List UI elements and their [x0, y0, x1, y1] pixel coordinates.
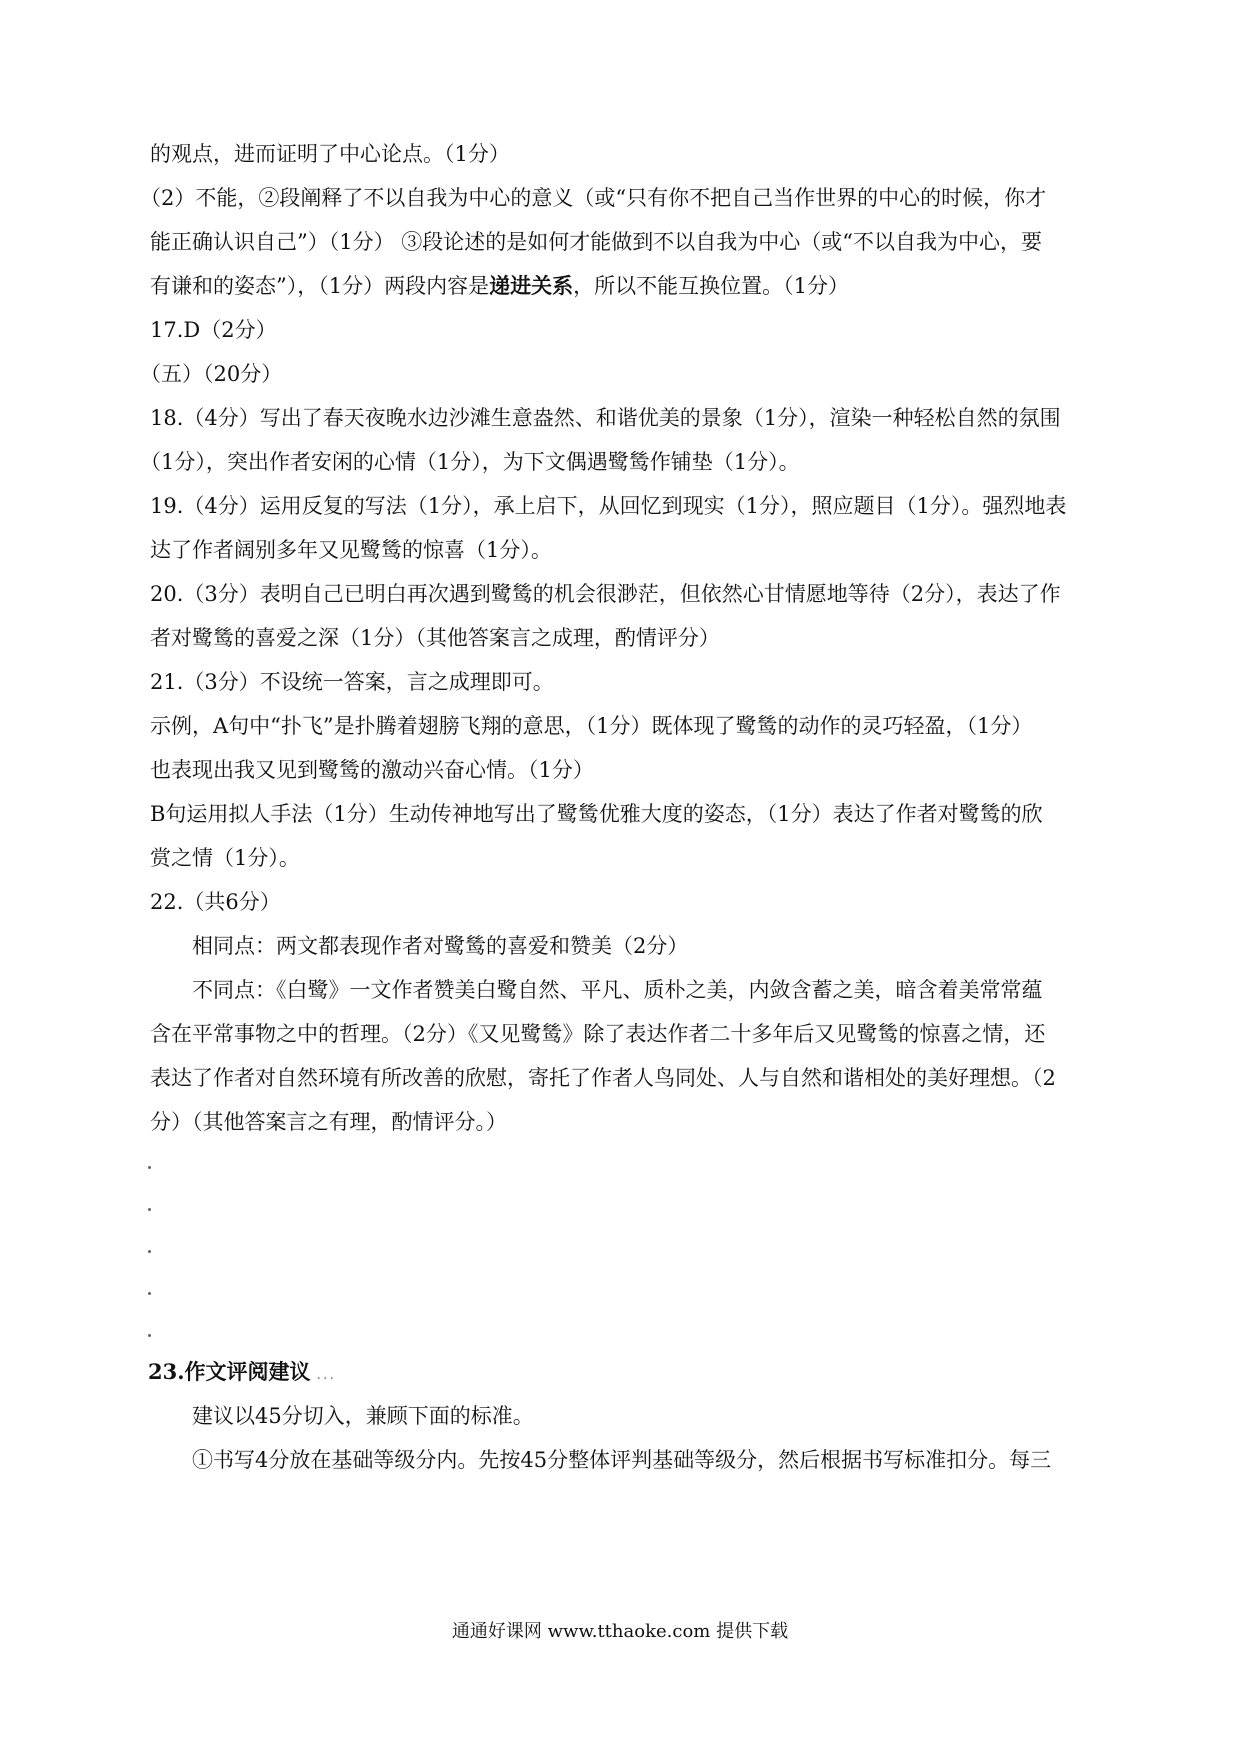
scan-dot: [148, 1250, 151, 1253]
text-line: 分）（其他答案言之有理，酌情评分。）: [150, 1110, 507, 1134]
emphasis-text: 递进关系: [489, 273, 574, 298]
answer-21: 21.（3分）不设统一答案，言之成理即可。: [150, 670, 554, 694]
answer-20: 20.（3分）表明自己已明白再次遇到鹭鸶的机会很渺茫，但依然心甘情愿地等待（2分），表达了作: [150, 582, 1061, 606]
text-line: 的观点，进而证明了中心论点。（1分）: [150, 142, 510, 166]
text-line: ①书写4分放在基础等级分内。先按45分整体评判基础等级分，然后根据书写标准扣分。每三: [192, 1448, 1052, 1472]
scan-dot: [148, 1166, 151, 1169]
scan-dot: [148, 1334, 151, 1337]
answer-22: 22.（共6分）: [150, 890, 281, 914]
text-line: 也表现出我又见到鹭鸶的激动兴奋心情。（1分）: [150, 758, 594, 782]
text-line: 含在平常事物之中的哲理。（2分）《又见鹭鸶》除了表达作者二十多年后又见鹭鸶的惊喜之情，还: [150, 1022, 1046, 1046]
difference-line: 不同点：《白鹭》一文作者赞美白鹭自然、平凡、质朴之美，内敛含蓄之美，暗含着美常常蕴: [192, 978, 1043, 1002]
text-line: 达了作者阔别多年又见鹭鸶的惊喜（1分）。: [150, 538, 552, 562]
text-segment: ，所以不能互换位置。（1分）: [573, 274, 849, 298]
scan-dot: [148, 1208, 151, 1211]
text-line: B句运用拟人手法（1分）生动传神地写出了鹭鸶优雅大度的姿态，（1分）表达了作者对鹭鸶的欣: [150, 802, 1043, 826]
scan-dot: [148, 1292, 151, 1295]
answer-18: 18.（4分）写出了春天夜晚水边沙滩生意盎然、和谐优美的景象（1分），渲染一种轻松自然的氛围: [150, 406, 1061, 430]
text-line: （2）不能，②段阐释了不以自我为中心的意义（或“只有你不把自己当作世界的中心的时候，你才: [140, 186, 1047, 210]
text-line: 赏之情（1分）。: [150, 846, 300, 870]
heading-dots: ...: [316, 1367, 336, 1383]
text-line: 者对鹭鸶的喜爱之深（1分）（其他答案言之成理，酌情评分）: [150, 626, 720, 650]
similarity-line: 相同点：两文都表现作者对鹭鸶的喜爱和赞美（2分）: [192, 934, 689, 958]
answer-17: 17.D（2分）: [150, 318, 277, 342]
text-line: 能正确认识自己”）（1分） ③段论述的是如何才能做到不以自我为中心（或“不以自我为中心，要: [150, 230, 1043, 254]
text-line: 示例，A句中“扑飞”是扑腾着翅膀飞翔的意思，（1分）既体现了鹭鸶的动作的灵巧轻盈，（1分）: [150, 714, 1033, 738]
text-line: 建议以45分切入，兼顾下面的标准。: [192, 1404, 534, 1428]
section-five-title: （五）（20分）: [140, 362, 283, 386]
page-footer: 通通好课网 www.tthaoke.com 提供下载: [451, 1621, 789, 1642]
text-line: [150, 272, 1100, 300]
heading-text: 23.作文评阅建议: [148, 1359, 311, 1384]
text-line: 表达了作者对自然环境有所改善的欣慰，寄托了作者人鸟同处、人与自然和谐相处的美好理想。（2: [150, 1066, 1056, 1090]
section-23-heading: [148, 1358, 336, 1389]
answer-19: 19.（4分）运用反复的写法（1分），承上启下，从回忆到现实（1分），照应题目（1分）。强烈地表: [150, 494, 1067, 518]
text-segment: 有谦和的姿态”），（1分）两段内容是: [150, 274, 490, 298]
text-line: （1分），突出作者安闲的心情（1分），为下文偶遇鹭鸶作铺垫（1分）。: [140, 450, 800, 474]
